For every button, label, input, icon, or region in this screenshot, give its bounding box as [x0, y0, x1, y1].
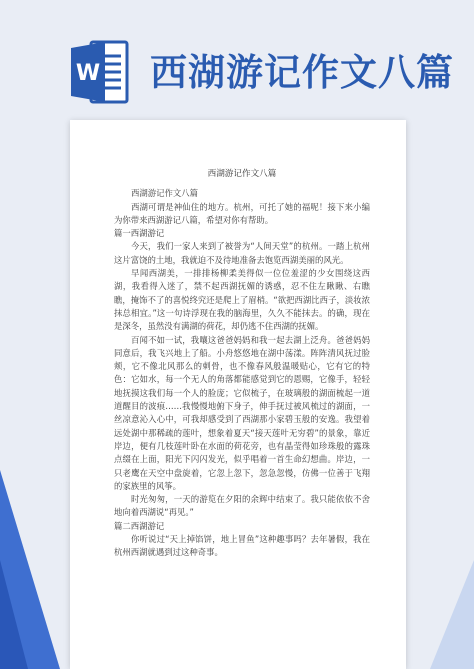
svg-text:W: W — [75, 61, 101, 86]
paragraph: 时光匆匆，一天的游览在夕阳的余辉中结束了。我只能依依不舍地向着西湖说“再见。” — [114, 494, 370, 518]
section-title: 篇一西湖游记 — [114, 228, 165, 239]
paragraph: 早闻西湖美，一排排杨柳柔美得似一位位羞涩的少女围绕这西湖，我看得入迷了，禁不起西湖抚媚的诱惑，忍不住左瞅瞅、右瞧瞧，掩饰不了的喜悦终究还是爬上了眉梢。“欲把西湖比西子，淡妆浓抹总相宜。”这一句诗浮现在我的脑海里，久久不能抹去。的确，现在是深冬，虽然没有满湖的荷花，却仍逃不住西湖的抚媚。 — [114, 268, 370, 332]
header-banner — [0, 0, 474, 112]
word-document-icon — [69, 38, 131, 106]
document-page — [70, 120, 406, 669]
document-heading: 西湖游记作文八篇 — [131, 188, 198, 199]
paragraph: 你听说过“天上掉馅饼，地上冒鱼”这种趣事吗？去年暑假，我在杭州西湖就遇到过这种奇事。 — [114, 534, 370, 558]
document-body — [114, 168, 370, 560]
intro-paragraph: 西湖可谓是神仙住的地方。杭州，可托了她的福呢！接下来小编为你带来西湖游记八篇，希望对你有帮助。 — [114, 201, 370, 225]
page-title: 西湖游记作文八篇 — [150, 51, 454, 94]
document-title: 西湖游记作文八篇 — [207, 169, 277, 179]
paragraph: 今天，我们一家人来到了被誉为“人间天堂”的杭州。一踏上杭州这片富饶的土地，我就迫不及待地准备去饱览西湖美丽的风光。 — [114, 241, 370, 265]
section-title: 篇二西湖游记 — [114, 520, 165, 531]
paragraph: 百闻不如一试，我嚷这爸爸妈妈和我一起去湖上泛舟。爸爸妈妈同意后，我飞兴地上了船。小舟悠悠地在湖中荡漾。阵阵清风抚过脸颊，它不像北风那么的刺骨，也不像春风般温暖贴心，它有它的特色：它如水，每一个无人的角落都能感觉到它的恩赐，它像手，轻轻地抚摸这我们每一个人的脸庞；它似梳子，在玻璃般的湖面梳起一道道醒目的波痕……我慢慢地俯下身子，伸手抚过被风梳过的湖面，一丝凉意沁入心中，可我却感受到了西湖那小家碧玉般的安逸。我望着远处湖中那稀疏的莲叶，想象着夏天“接天莲叶无穷碧”的景象，靠近岸边，便有几枝莲叶卧在水面的荷花旁，也有晶莹得如珍珠般的露珠点缀在上面，阳光下闪闪发光，似乎唱着一首生命幻想曲。岸边，一只老鹰在天空中盘旋着，它忽上忽下，忽急忽慢，仿佛一位善于飞翔的家族里的风筝。 — [114, 334, 370, 491]
